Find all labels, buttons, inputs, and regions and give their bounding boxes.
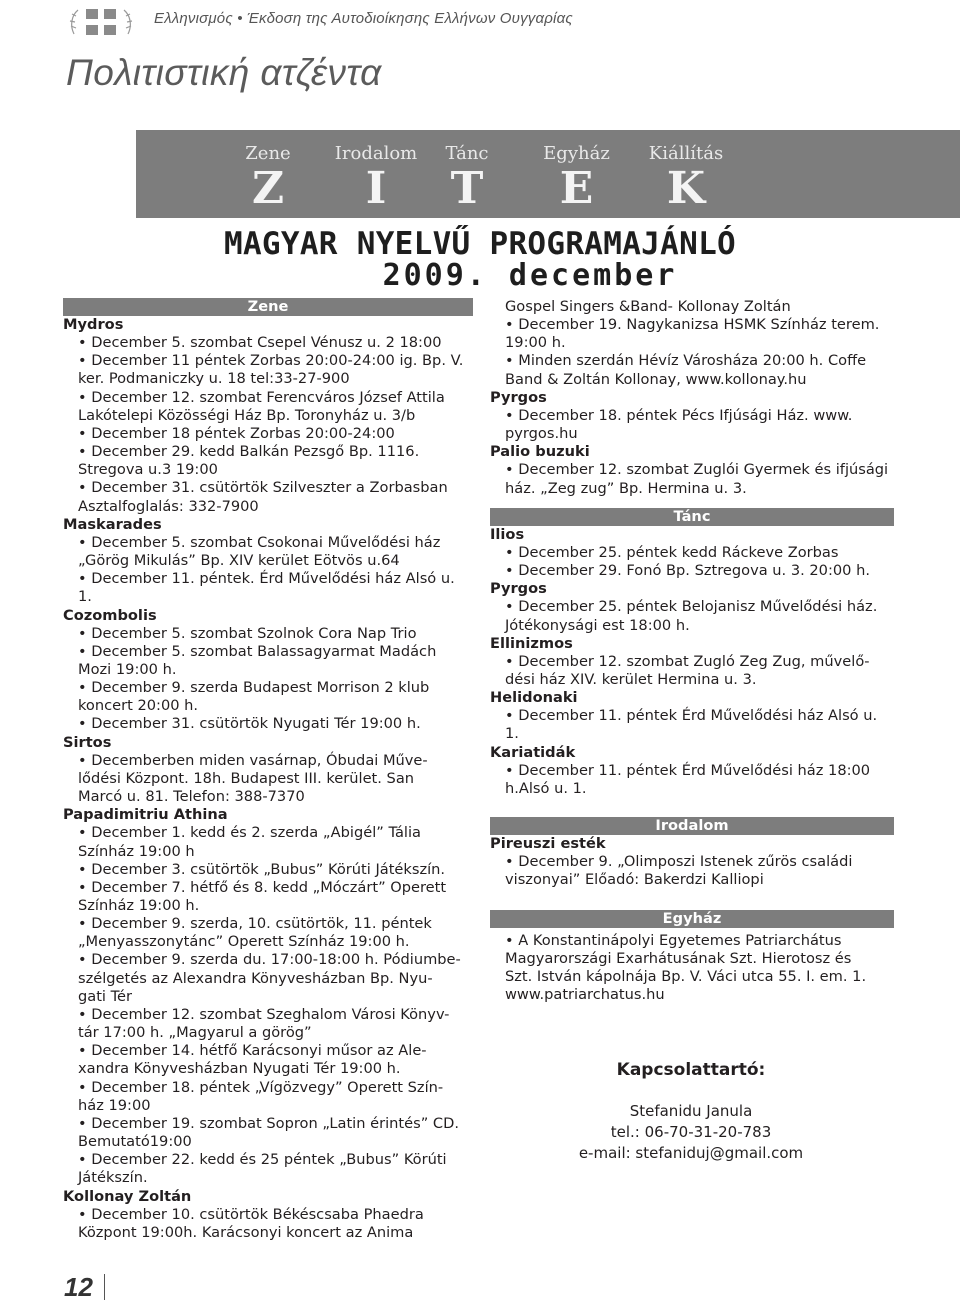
program-line-continued: Gospel Singers &Band- Kollonay Zoltán xyxy=(505,298,791,315)
program-line: • December 1. kedd és 2. szerda „Abigél” Tália xyxy=(78,824,421,842)
program-line: • December 11 péntek Zorbas 20:00-24:00 ig. Bp. V. xyxy=(78,352,464,370)
publication-logo xyxy=(68,4,134,40)
page-number-divider xyxy=(104,1274,105,1300)
program-line-continued: lődési Központ. 18h. Budapest III. kerület. San xyxy=(78,769,415,787)
category-zene: Zene Z xyxy=(245,143,291,214)
program-line: • December 19. szombat Sopron „Latin érintés” CD. xyxy=(78,1114,459,1132)
zene-program-list xyxy=(63,316,473,1242)
program-line-continued: 1. xyxy=(78,588,92,606)
program-line-continued: Lakótelepi Közösségi Ház Bp. Toronyház u. 3/b xyxy=(78,406,416,424)
program-line: • A Konstantinápolyi Egyetemes Patriarchátus xyxy=(505,931,842,949)
page-number: 12 xyxy=(64,1272,93,1302)
category-egyhaz: Egyház E xyxy=(543,143,610,214)
program-line: • December 29. kedd Balkán Pezsgő Bp. 1116. xyxy=(78,443,420,461)
program-line-continued: viszonyai” Előadó: Bakerdzi Kalliopi xyxy=(505,871,764,889)
program-line-continued: h.Alsó u. 1. xyxy=(505,779,587,797)
performer-name: Cozombolis xyxy=(63,606,157,624)
category-tanc: Tánc T xyxy=(445,143,489,214)
contact-phone: tel.: 06-70-31-20-783 xyxy=(610,1123,772,1141)
performer-name: Ellinizmos xyxy=(490,634,573,652)
contact-name: Stefanidu Janula xyxy=(629,1102,753,1120)
program-line-continued: Színház 19:00 h xyxy=(78,842,195,860)
zene-program-list-continued xyxy=(490,298,894,498)
performer-name: Kariatidák xyxy=(490,743,576,761)
program-line: • December 29. Fonó Bp. Sztregova u. 3. 20:00 h. xyxy=(505,562,870,580)
contact-title: Kapcsolattartó: xyxy=(616,1060,766,1080)
program-line: • December 9. szerda du. 17:00-18:00 h. Pódiumbe- xyxy=(78,951,461,969)
performer-name: Pireuszi esték xyxy=(490,835,606,853)
program-line: • December 18 péntek Zorbas 20:00-24:00 xyxy=(78,424,395,442)
publication-header: Ελληνισμός • Έκδοση της Αυτοδιοίκησης Ελλήνων Ουγγαρίας xyxy=(154,10,573,27)
program-line-continued: Jótékonysági est 18:00 h. xyxy=(505,616,690,634)
section-heading-tanc: Tánc xyxy=(490,508,894,526)
performer-name: Papadimitriu Athina xyxy=(63,806,228,824)
program-line: • December 11. péntek Érd Művelődési ház Alsó u. xyxy=(505,707,878,725)
program-line: • December 9. „Olimposzi Istenek zűrös családi xyxy=(505,853,853,871)
program-line-continued: dési ház XIV. kerület Hermina u. 3. xyxy=(505,670,757,688)
program-date: 2009. december xyxy=(382,258,678,293)
program-line-continued: szélgetés az Alexandra Könyvesházban Bp. Nyu- xyxy=(78,969,433,987)
program-line-continued: Szt. István kápolnája Bp. V. Váci utca 55. I. em. 1. xyxy=(505,967,867,985)
program-line-continued: Bemutató19:00 xyxy=(78,1133,192,1151)
program-line: • December 5. szombat Csokonai Művelődési ház xyxy=(78,533,441,551)
performer-name: Mydros xyxy=(63,316,124,333)
program-line: • December 5. szombat Balassagyarmat Madách xyxy=(78,642,437,660)
performer-name: Ilios xyxy=(490,525,525,543)
program-line-continued: 1. xyxy=(505,725,519,743)
program-line-continued: ker. Podmaniczky u. 18 tel:33-27-900 xyxy=(78,370,350,388)
program-line: • December 31. csütörtök Szilveszter a Zorbasban xyxy=(78,479,448,497)
program-line-continued: Asztalfoglalás: 332-7900 xyxy=(78,497,259,515)
program-line-continued: pyrgos.hu xyxy=(505,425,578,443)
program-line-continued: www.patriarchatus.hu xyxy=(505,986,665,1003)
program-line-continued: „Görög Mikulás” Bp. XIV kerület Eötvös u.64 xyxy=(78,552,400,570)
program-line-continued: Színház 19:00 h. xyxy=(78,897,200,914)
program-line-continued: Band & Zoltán Kollonay, www.kollonay.hu xyxy=(505,370,807,388)
program-line-continued: Marcó u. 81. Telefon: 388-7370 xyxy=(78,788,305,806)
contact-box xyxy=(490,1060,892,1164)
program-line-continued: Mozi 19:00 h. xyxy=(78,660,177,678)
program-line: • December 9. szerda, 10. csütörtök, 11. péntek xyxy=(78,915,432,933)
section-heading-egyhaz: Egyház xyxy=(490,910,894,928)
program-line-continued: koncert 20:00 h. xyxy=(78,697,199,715)
program-line: • Minden szerdán Hévíz Városháza 20:00 h. Coffe xyxy=(505,352,867,370)
program-line-continued: gati Tér xyxy=(78,987,133,1005)
program-line: • December 5. szombat Szolnok Cora Nap Trio xyxy=(78,624,417,642)
program-line: • December 11. péntek. Érd Művelődési ház Alsó u. xyxy=(78,570,455,588)
program-line: • December 12. szombat Szeghalom Városi Könyv- xyxy=(78,1005,450,1023)
performer-name: Kollonay Zoltán xyxy=(63,1187,192,1205)
performer-name: Maskarades xyxy=(63,515,162,533)
program-line-continued: tár 17:00 h. „Magyarul a görög” xyxy=(78,1024,312,1042)
contact-email: e-mail: stefaniduj@gmail.com xyxy=(578,1144,804,1162)
program-line: • December 18. péntek „Vígözvegy” Operett Szín- xyxy=(78,1078,444,1096)
program-line: • December 5. szombat Csepel Vénusz u. 2 18:00 xyxy=(78,334,442,352)
program-line-continued: Stregova u.3 19:00 xyxy=(78,461,218,479)
performer-name: Helidonaki xyxy=(490,689,578,707)
program-line: • December 12. szombat Ferencváros József Attila xyxy=(78,388,445,406)
section-heading-irodalom: Irodalom xyxy=(490,817,894,835)
program-line-continued: ház 19:00 xyxy=(78,1096,151,1114)
program-line: • December 9. szerda Budapest Morrison 2 klub xyxy=(78,679,430,697)
category-banner xyxy=(136,130,960,218)
program-line-continued: Játékszín. xyxy=(78,1169,148,1187)
right-column xyxy=(490,298,894,1004)
irodalom-program-list xyxy=(490,835,894,889)
program-line-continued: xandra Könyvesházban Nyugati Tér 19:00 h. xyxy=(78,1060,401,1078)
performer-name: Sirtos xyxy=(63,733,112,751)
section-title: Πολιτιστική ατζέντα xyxy=(66,52,382,93)
egyhaz-program-list xyxy=(490,932,894,1005)
category-irodalom: Irodalom I xyxy=(334,143,418,214)
program-line-continued: „Menyasszonytánc” Operett Színház 19:00 h. xyxy=(78,933,410,951)
section-heading-zene: Zene xyxy=(63,298,473,316)
program-line: • December 31. csütörtök Nyugati Tér 19:00 h. xyxy=(78,715,421,733)
program-title: MAGYAR NYELVŰ PROGRAMAJÁNLÓ xyxy=(223,226,737,262)
program-line: • December 19. Nagykanizsa HSMK Színház terem. xyxy=(505,316,880,334)
program-line: • December 11. péntek Érd Művelődési ház 18:00 xyxy=(505,761,871,779)
performer-name: Palio buzuki xyxy=(490,443,590,461)
program-line: • December 10. csütörtök Békéscsaba Phaedra xyxy=(78,1205,424,1223)
program-line: • Decemberben miden vasárnap, Óbudai Műve- xyxy=(78,751,428,769)
program-line: • December 18. péntek Pécs Ifjúsági Ház. www. xyxy=(505,406,853,424)
program-line: • December 12. szombat Zugló Zeg Zug, művelő- xyxy=(505,652,870,670)
program-line: • December 25. péntek Belojanisz Művelődési ház. xyxy=(505,598,878,616)
program-line: • December 7. hétfő és 8. kedd „Móczárt” Operett xyxy=(78,878,447,896)
performer-name: Pyrgos xyxy=(490,388,547,406)
tanc-program-list xyxy=(490,526,894,798)
program-line: • December 14. hétfő Karácsonyi műsor az Ale- xyxy=(78,1042,427,1060)
program-line-continued: Központ 19:00h. Karácsonyi koncert az Anima xyxy=(78,1223,414,1241)
program-line: • December 3. csütörtök „Bubus” Körúti Játékszín. xyxy=(78,860,446,878)
performer-name: Pyrgos xyxy=(490,580,547,598)
program-line-continued: 19:00 h. xyxy=(505,334,566,352)
program-line-continued: ház. „Zeg zug” Bp. Hermina u. 3. xyxy=(505,479,747,497)
left-column xyxy=(63,298,473,1242)
program-line: • December 25. péntek kedd Ráckeve Zorbas xyxy=(505,543,839,561)
program-line: • December 22. kedd és 25 péntek „Bubus” Körúti xyxy=(78,1151,447,1169)
category-kiallitas: Kiállítás K xyxy=(648,143,724,214)
program-line-continued: Magyarországi Exarhátusának Szt. Hierotosz és xyxy=(505,949,852,967)
program-line: • December 12. szombat Zuglói Gyermek és ifjúsági xyxy=(505,461,889,479)
